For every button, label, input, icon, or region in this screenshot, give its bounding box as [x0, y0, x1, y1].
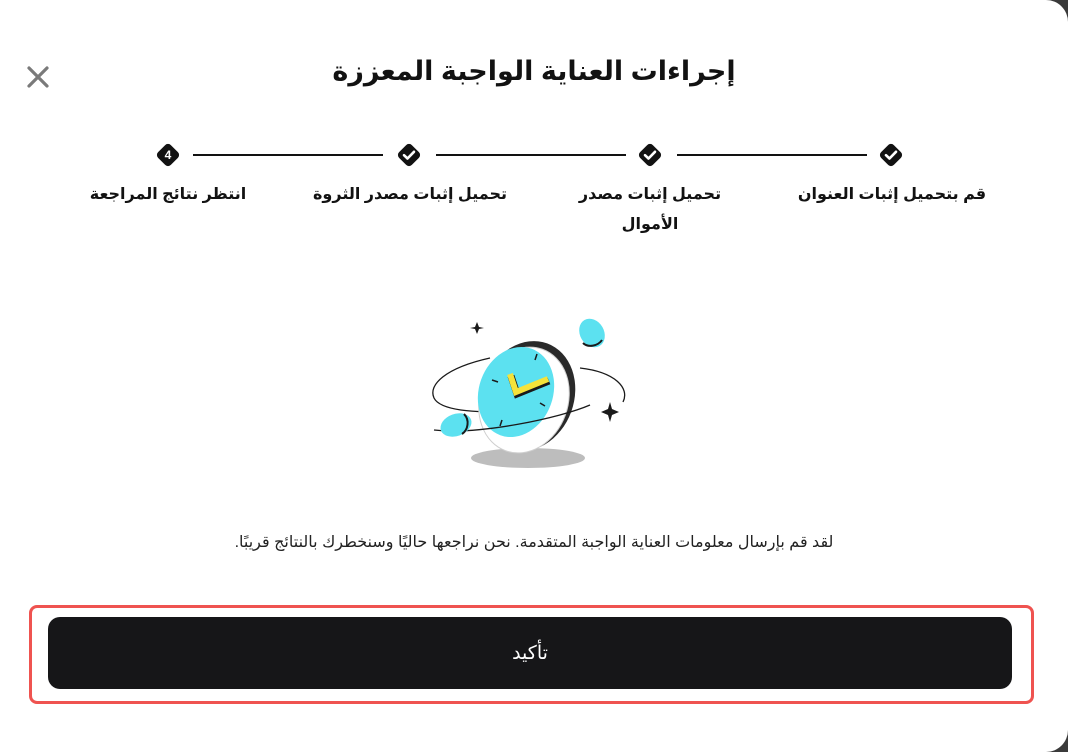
step-1-indicator: [877, 141, 905, 169]
status-message: لقد قم بإرسال معلومات العناية الواجبة المتقدمة. نحن نراجعها حاليًا وسنخطرك بالنتائج قريبًا.: [234, 534, 834, 551]
step-2-label: تحميل إثبات مصدر الأموال: [578, 186, 722, 233]
clock-review-illustration: [420, 310, 640, 480]
step-4-number: 4: [164, 148, 172, 162]
step-4-indicator: [154, 141, 182, 169]
step-connector: [677, 154, 867, 156]
step-3-indicator: [395, 141, 423, 169]
check-icon: [636, 141, 664, 169]
check-icon: [395, 141, 423, 169]
confirm-button-label: تأكيد: [512, 642, 548, 664]
confirm-button[interactable]: [48, 617, 1012, 689]
step-3-label: تحميل إثبات مصدر الثروة: [312, 186, 507, 203]
progress-stepper: [0, 0, 1068, 260]
step-2-indicator: [636, 141, 664, 169]
step-4-label: انتظر نتائج المراجعة: [89, 186, 247, 203]
step-1-label: قم بتحميل إثبات العنوان: [797, 186, 987, 203]
step-connector: [193, 154, 383, 156]
modal-title: إجراءات العناية الواجبة المعززة: [332, 56, 736, 86]
step-connector: [436, 154, 626, 156]
check-icon: [877, 141, 905, 169]
